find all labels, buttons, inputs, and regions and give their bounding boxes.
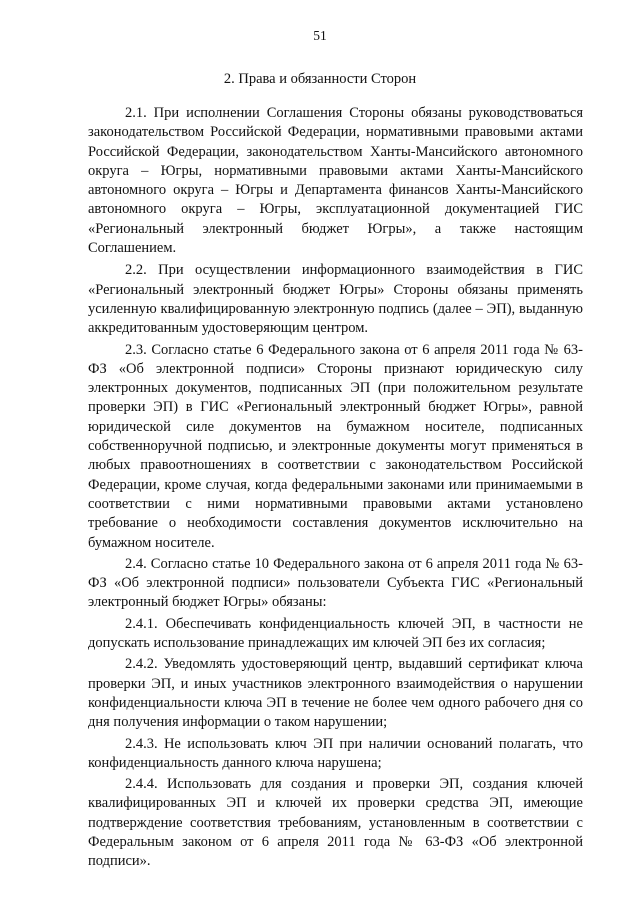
clause-2-4-1: 2.4.1. Обеспечивать конфиденциальность ключей ЭП, в частности не допускать использование принадлежащих им ключей ЭП без их согласия; [88, 615, 583, 652]
clause-2-4: 2.4. Согласно статье 10 Федерального закона от 6 апреля 2011 года № 63-ФЗ «Об электронной подписи» пользователи Субъекта ГИС «Региональный электронный бюджет Югры» обязаны: [88, 555, 583, 611]
clause-2-1: 2.1. При исполнении Соглашения Стороны обязаны руководствоваться законодательством Российской Федерации, нормативными правовыми актами Российской Федерации, законодательством Ханты-Мансийского автономного округа – Югры, нормативными правовыми актами Ханты-Мансийского автономного округа – Югры и Департамента финансов Ханты-Мансийского автономного округа – Югры, эксплуатационной документацией ГИС «Региональный электронный бюджет Югры», а также настоящим Соглашением. [88, 105, 583, 257]
clause-2-2: 2.2. При осуществлении информационного взаимодействия в ГИС «Региональный электронный бюджет Югры» Стороны обязаны применять усиленную квалифицированную электронную подпись (далее – ЭП), выданную аккредитованным удостоверяющим центром. [88, 262, 583, 337]
clause-2-3: 2.3. Согласно статье 6 Федерального закона от 6 апреля 2011 года № 63-ФЗ «Об электронной подписи» Стороны признают юридическую силу электронных документов, подписанных ЭП (при положительном результате проверки ЭП) в ГИС «Региональный электронный бюджет Югры», равной юридической силе документов на бумажном носителе, подписанных собственноручной подписью, и электронные документы могут применяться в любых правоотношениях в соответствии с законодательством Российской Федерации, кроме случая, когда федеральными законами или принимаемыми в соответствии с ними нормативными правовыми актами установлено требование о необходимости составления документов исключительно на бумажном носителе. [88, 341, 583, 551]
page-number: 51 [313, 28, 327, 43]
clause-2-4-2: 2.4.2. Уведомлять удостоверяющий центр, выдавший сертификат ключа проверки ЭП, и иных участников электронного взаимодействия о нарушении конфиденциальности ключа ЭП в течение не более чем одного рабочего дня со дня получения информации о таком нарушении; [88, 656, 583, 731]
clause-2-4-4: 2.4.4. Использовать для создания и проверки ЭП, создания ключей квалифицированных ЭП и ключей их проверки средства ЭП, имеющие подтверждение соответствия требованиям, установленным в соответствии с Федеральным законом от 6 апреля 2011 года № 63-ФЗ «Об электронной подписи». [88, 776, 583, 870]
document-body [88, 104, 583, 874]
section-title: 2. Права и обязанности Сторон [223, 71, 417, 87]
clause-2-4-3: 2.4.3. Не использовать ключ ЭП при наличии оснований полагать, что конфиденциальность данного ключа нарушена; [88, 735, 583, 771]
